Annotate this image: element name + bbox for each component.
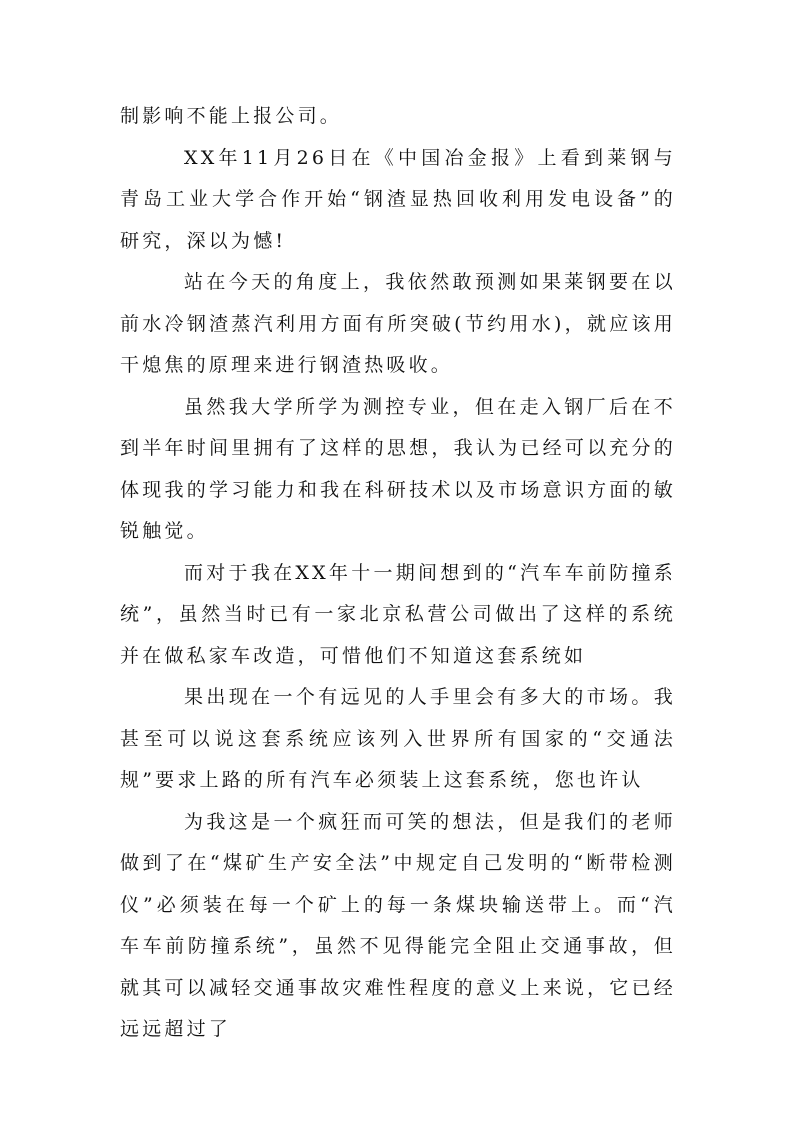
paragraph-1: 制影响不能上报公司。 xyxy=(120,105,343,127)
paragraph-6: 果出现在一个有远见的人手里会有多大的市场。我甚至可以说这套系统应该列入世界所有国家的“交通法规”要求上路的所有汽车必须装上这套系统，您也许认 xyxy=(120,686,676,791)
paragraph-2: XX年11月26日在《中国冶金报》上看到莱钢与青岛工业大学合作开始“钢渣显热回收利用发电设备”的研究，深以为憾! xyxy=(120,146,676,252)
paragraph-5: 而对于我在XX年十一期间想到的“汽车车前防撞系统”，虽然当时已有一家北京私营公司做出了这样的系统并在做私家车改造，可惜他们不知道这套系统如 xyxy=(120,561,676,667)
paragraph-4: 虽然我大学所学为测控专业，但在走入钢厂后在不到半年时间里拥有了这样的思想，我认为已经可以充分的体现我的学习能力和我在科研技术以及市场意识方面的敏锐触觉。 xyxy=(120,395,676,542)
paragraph-7: 为我这是一个疯狂而可笑的想法，但是我们的老师做到了在“煤矿生产安全法”中规定自己发明的“断带检测仪”必须装在每一个矿上的每一条煤块输送带上。而“汽车车前防撞系统”，虽然不见得能完全阻止交通事故，但就其可以减轻交通事故灾难性程度的意义上来说，它已经远远超过了 xyxy=(120,810,676,1040)
paragraph-3: 站在今天的角度上，我依然敢预测如果莱钢要在以前水冷钢渣蒸汽利用方面有所突破(节约用水)，就应该用干熄焦的原理来进行钢渣热吸收。 xyxy=(120,271,676,376)
body-text xyxy=(120,96,676,1051)
